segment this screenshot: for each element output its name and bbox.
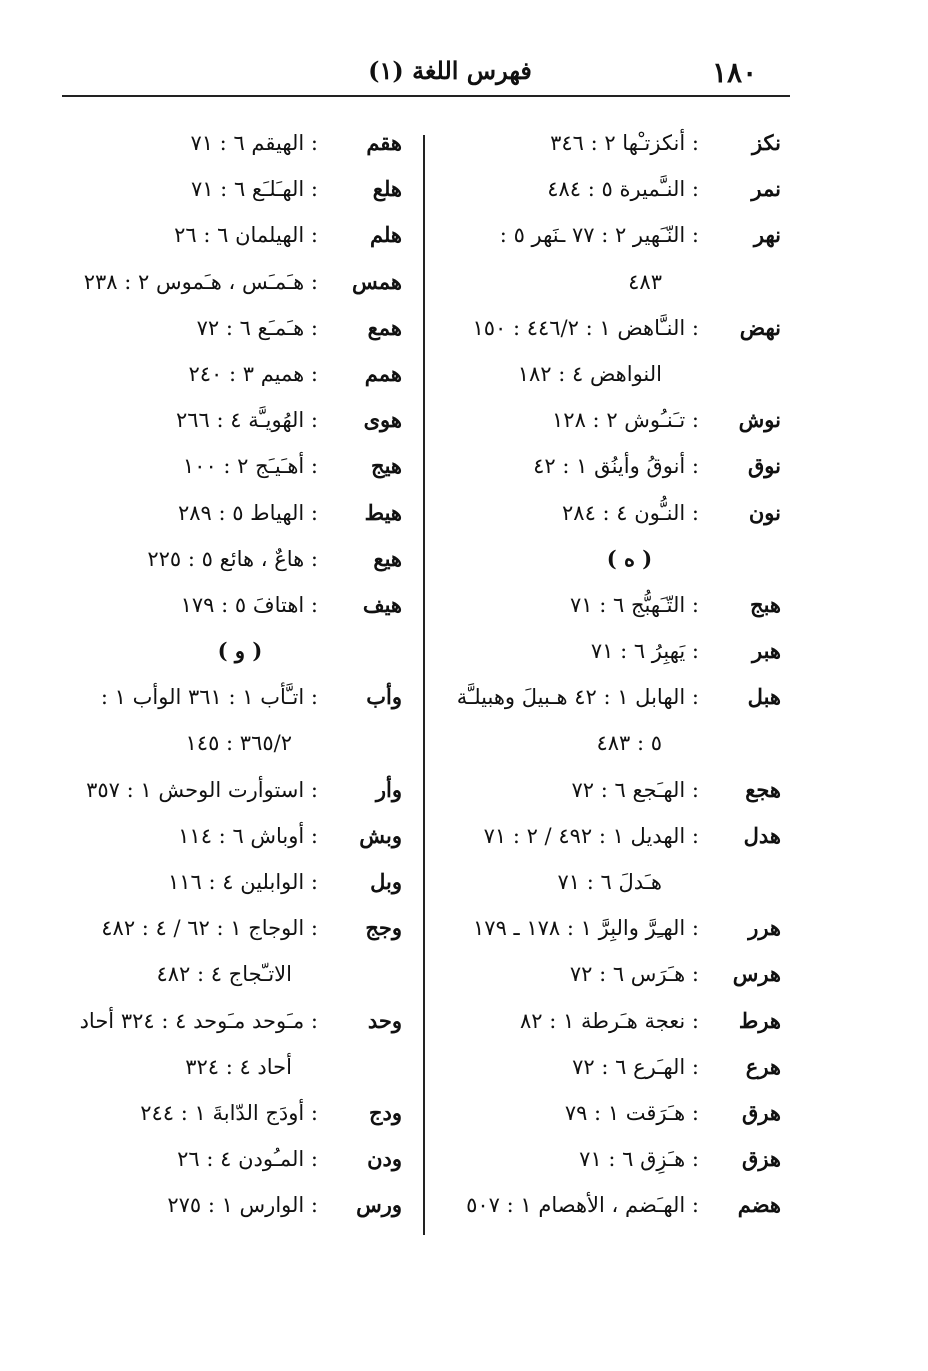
entry-text: : اهتافَ ٥ : ١٧٩ [180,592,318,617]
entry-text: : أنكزتـْها ٢ : ٣٤٦ [550,131,699,155]
entry-root: هيج [371,453,402,479]
entry-text: : الهياط ٥ : ٢٨٩ [177,500,318,525]
entry-root: نهض [739,314,781,340]
entry-root: وجج [365,915,402,941]
entry-text: : النـَّاهض ١ : ٤٤٦/٢ : ١٥٠ [472,315,699,340]
entry-root: وأر [375,776,402,802]
section-heading: ( ه ) [606,545,653,571]
entry-continuation-text: ٥ : ٤٨٣ [596,731,662,756]
index-entry [432,905,787,951]
index-entry [432,490,787,536]
entry-root: ودج [368,1099,402,1125]
index-entry [432,1090,787,1136]
index-entry [40,1136,410,1182]
entry-root: هرق [742,1099,781,1125]
entry-continuation-text: ٤٨٣ [628,269,662,294]
entry-root: نهر [753,222,781,248]
page-number: ١٨٠ [712,56,758,89]
entry-text: : مـَوحد مـَوحد ٤ : ٣٢٤ أحاد [79,1008,318,1033]
entry-root: همع [367,314,402,340]
entry-root: همم [364,360,402,386]
entry-root: وبش [359,822,402,848]
entry-root: هبج [750,591,781,617]
entry-continuation [432,859,787,905]
index-entry [432,443,787,489]
index-entry [40,443,410,489]
entry-text: : الوجاج ١ : ٦٢ / ٤ : ٤٨٢ [101,916,318,941]
entry-root: هزق [742,1146,781,1172]
entry-root: هوى [363,407,402,433]
entry-text: : أنوقُ وأينُق ١ : ٤٢ [533,454,699,479]
entry-continuation-text: الاتـّجاج ٤ : ٤٨٢ [156,962,292,987]
entry-root: هرس [732,961,781,987]
entry-text: : الهـَلـَع ٦ : ٧١ [190,177,318,202]
index-entry [432,628,787,674]
entry-root: نكز [751,130,781,155]
entry-root: هبر [752,638,781,664]
entry-root: هلم [369,222,402,248]
entry-root: هيط [364,499,402,525]
entry-continuation-text: أحاد ٤ : ٣٢٤ [185,1054,292,1079]
entry-continuation [432,351,787,397]
entry-text: : الوابلين ٤ : ١١٦ [167,870,318,894]
entry-continuation [40,720,410,766]
entry-text: : الهـَرع ٦ : ٧٢ [572,1054,699,1079]
index-entry [432,674,787,720]
index-entry [40,212,410,258]
entry-root: وبل [370,869,402,894]
index-entry [40,305,410,351]
entry-root: هرر [748,915,781,941]
entry-continuation-text: ٣٦٥/٢ : ١٤٥ [185,731,292,756]
index-entry [432,305,787,351]
entry-text: : الهابل ١ : ٤٢ هـبيلَ وهبيلـَّة [456,685,699,710]
entry-root: هرع [745,1053,781,1079]
index-entry [40,259,410,305]
index-entry [432,998,787,1044]
entry-text: : استوأرت الوحش ١ : ٣٥٧ [86,777,318,802]
section-heading: ( و ) [217,638,263,664]
header-rule [62,95,790,97]
entry-root: هيف [362,591,402,617]
entry-text: : هـَمـَع ٦ : ٧٢ [196,315,318,340]
index-entry [40,905,410,951]
entry-text: : الهُويـَّة ٤ : ٢٦٦ [175,408,318,433]
entry-text: : النـُّون ٤ : ٢٨٤ [562,500,699,525]
entry-root: وأب [366,684,402,710]
entry-text: : نعجة هـَرطة ١ : ٨٢ [520,1008,699,1033]
index-entry [40,1090,410,1136]
index-entry [40,813,410,859]
entry-text: : يَهبِرُ ٦ : ٧١ [590,639,699,664]
entry-text: : الهـَجع ٦ : ٧٢ [571,777,699,802]
running-title: فهرس اللغة (١) [368,56,532,85]
index-entry [432,212,787,258]
entry-continuation [432,259,787,305]
entry-root: نوق [748,453,781,479]
entry-text: : الهديل ١ : ٤٩٢ / ٢ : ٧١ [483,823,699,848]
entry-continuation [40,951,410,997]
entry-text: : هـَزِق ٦ : ٧١ [579,1147,699,1172]
entry-text: : هـَمـَس ، هـَموس ٢ : ٢٣٨ [83,269,318,294]
entry-root: نوش [738,407,781,433]
right-column [432,120,787,1229]
entry-root: همس [352,268,402,294]
index-entry [40,397,410,443]
entry-text: : أهـَيـَج ٢ : ١٠٠ [182,454,318,479]
entry-text: : الوارس ١ : ٢٧٥ [167,1193,318,1218]
entry-text: : الهيقم ٦ : ٧١ [190,131,318,155]
entry-text: : هـَرَقت ١ : ٧٩ [564,1100,699,1125]
index-entry [432,582,787,628]
index-entry [40,1182,410,1228]
entry-text: : الهـَضم ، الأهصام ١ : ٥٠٧ [466,1193,699,1218]
column-divider [423,135,425,1235]
entry-root: نمر [751,176,781,202]
entry-continuation [40,1044,410,1090]
index-entry [40,351,410,397]
entry-root: نون [748,499,781,525]
entry-text: : التّـَهبُّج ٦ : ٧١ [569,592,699,617]
entry-root: هبل [747,684,781,710]
index-entry [432,1182,787,1228]
entry-root: هرط [738,1007,781,1033]
entry-text: : الهيلمان ٦ : ٢٦ [174,223,318,248]
entry-text: : المـُودن ٤ : ٢٦ [177,1147,318,1172]
entry-root: ورس [356,1192,402,1218]
index-entry [432,1136,787,1182]
entry-text: : هميم ٣ : ٢٤٠ [188,361,318,386]
entry-text: : اتـَّأب ١ : ٣٦١ الوأب ١ : [100,685,318,710]
index-entry [40,674,410,720]
index-entry [432,166,787,212]
index-entry [40,166,410,212]
entry-text: : النّـَهير ٢ : ٧٧ ـنَهر ٥ : [499,223,699,248]
entry-text: : هـَرَس ٦ : ٧٢ [569,962,699,987]
entry-continuation [432,720,787,766]
entry-text: : هاعٌ ، هائع ٥ : ٢٢٥ [147,546,318,571]
entry-text: : أوباش ٦ : ١١٤ [178,823,318,848]
entry-root: وحد [367,1007,402,1033]
entry-root: هجع [745,776,781,802]
index-entry [40,859,410,905]
entry-root: هضم [737,1192,781,1218]
entry-root: ودن [367,1146,402,1172]
index-entry [432,1044,787,1090]
index-entry [432,397,787,443]
entry-text: : الهـِرَّ والبِرَّ ١ : ١٧٨ ـ ١٧٩ [473,916,699,941]
entry-text: : أودَج الدّابةَ ١ : ٢٤٤ [140,1100,318,1125]
entry-root: هدل [743,822,781,848]
index-entry [40,998,410,1044]
entry-root: هقم [366,130,402,155]
index-entry [40,582,410,628]
index-entry [432,767,787,813]
index-entry [432,120,787,166]
entry-root: هلع [372,176,402,202]
index-entry [432,813,787,859]
index-entry [40,536,410,582]
entry-text: : تـَنـُوش ٢ : ١٢٨ [552,408,699,433]
index-entry [40,490,410,536]
left-column [40,120,410,1229]
entry-continuation-text: النواهض ٤ : ١٨٢ [517,361,662,386]
index-entry [40,120,410,166]
entry-root: هيع [373,545,402,571]
entry-continuation-text: هـَدلَ ٦ : ٧١ [557,870,662,894]
index-entry [40,767,410,813]
entry-text: : النـَّميرة ٥ : ٤٨٤ [547,177,699,202]
index-entry [432,951,787,997]
